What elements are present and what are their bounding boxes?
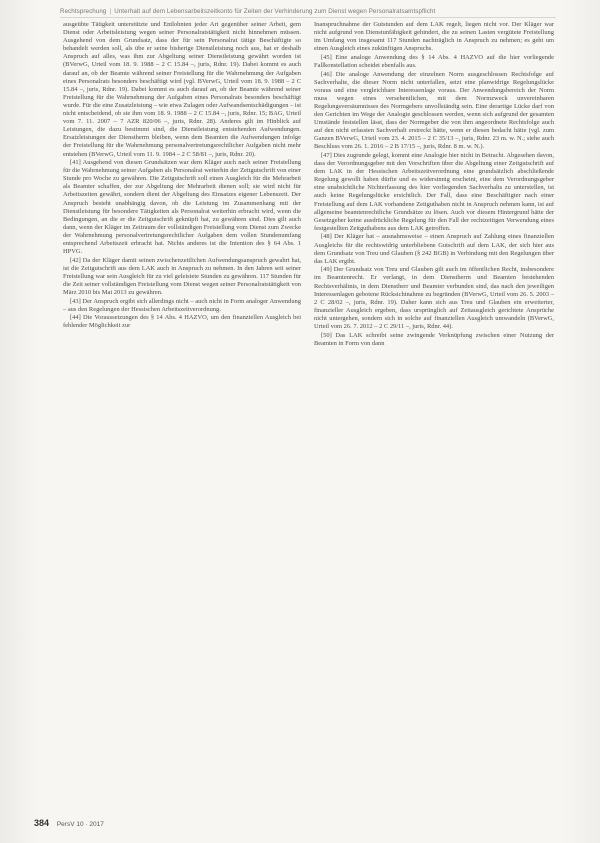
journal-reference: PersV 10 · 2017 bbox=[56, 821, 104, 828]
running-head-section: Rechtsprechung bbox=[60, 8, 107, 15]
right-text-column bbox=[314, 21, 554, 348]
running-head bbox=[60, 8, 580, 15]
page-footer bbox=[34, 818, 104, 828]
paragraph-text: Da der Kläger damit seinen zwischenzeitlichen Aufwendungsanspruch gewahrt hat, ist die Zeitgutschrift aus dem LAK auch in Anspruch zu nehmen. In den Jahren seit seiner Freistellung war sein Ausgleich für zu viel geleistete Stunden zu gewähren. 117 Stunden für die Zeit seiner vollständigen Freistellung vom Dienst wegen seiner Personalratstätigkeit von März 2010 bis Mai 2013 zu gewähren. bbox=[63, 256, 302, 297]
left-text-column bbox=[63, 21, 301, 331]
paragraph bbox=[63, 298, 301, 314]
running-head-separator: | bbox=[109, 8, 112, 15]
paragraph bbox=[63, 159, 301, 256]
paragraph bbox=[314, 71, 554, 152]
header-rule bbox=[60, 17, 556, 18]
paragraph bbox=[314, 21, 554, 53]
paragraph-number: [43] bbox=[70, 297, 81, 305]
paragraph bbox=[63, 314, 301, 330]
paragraph-text: Eine analoge Anwendung des § 14 Abs. 4 HAZVO auf die hier vorliegende Fallkonstellation scheidet ebenfalls aus. bbox=[314, 53, 555, 69]
paragraph-number: [50] bbox=[321, 331, 332, 339]
paragraph-text: ausgeübte Tätigkeit unterstützte und Entlohnten jeder Art gegenüber seiner Arbeit, gem Dienst oder Arbeitsleistung wegen seiner Personalratstätigkeit nicht hinnehmen müssen. Ausgehend von dem Grundsatz, dass der für sein Personalrat tätige Beschäftigte so behandelt werden soll, als übe er seine bisherige Dienstleistung noch aus, hat er deshalb Anspruch auf alles, was ihm zur Abgeltung seiner Dienstleistung gewährt worden ist (BVerwG, Urteil vom 18. 9. 1988 – 2 C 15.84 –, juris, Rdnr. 19). Dabei kommt es auch darauf an, ob der Beamte während seiner Freistellung für die Wahrnehmung der Aufgaben eines Personalrats besonders beschäftigt wird (vgl. BVerwG, Urteil vom 18. 9. 1988 – 2 C 15.84 –, juris, Rdnr. 19). Dabei kommt es auch darauf an, ob der Beamte während seiner Freistellung für die Wahrnehmung der Aufgaben eines Personalrats besonders beschäftigt wurde. Für die eine Zusatzleistung – wie etwa Zulagen oder Aufwandsentschädigungen – ist nicht entscheidend, ob sie ihm vom 18. 9. 1988 – 2 C 15.84 –, juris, Rdnr. 15; BAG, Urteil vom 7. 11. 2007 – 7 AZR 820/06 –, juris, Rdnr. 28). Anderes gilt im Hinblick auf Leistungen, die dazu bestimmt sind, die Dienstleistung entstehenden Aufwendungen. Ersatzleistungen der Dienstherrn bleiben, wenn dem Beamten die Aufwendungen infolge der Freistellung für die Wahrnehmung personalvertretungsrechtlicher Aufgaben nicht mehr entstehen (BVerwG, Urteil vom 11. 9. 1984 – 2 C 58/81 –, juris, Rdnr. 20). bbox=[63, 21, 301, 158]
paragraph bbox=[314, 233, 554, 265]
paragraph bbox=[314, 332, 554, 348]
paragraph bbox=[63, 257, 301, 297]
paragraph bbox=[314, 266, 554, 331]
paragraph-text: Die analoge Anwendung der einzelnen Norm ausgeschlossen Rechtsfolge auf Sachverhalte, die dieser Norm nicht unterfallen, setzt eine planwidrige Regelungslücke voraus und eine vergleichbare Interessenlage voraus. Der Anwendungsbereich der Norm muss wegen eines versehentlichen, mit dem Normzweck unvereinbaren Regelungsversäumnisses des Normgebers unvollständig sein. Eine derartige Lücke darf von den Gerichten im Wege der Analogie geschlossen werden, wenn sich aufgrund der gesamten Umstände feststellen lässt, dass der Normgeber die von ihm angeordnete Rechtsfolge auch auf den nicht erfassten Sachverhalt erstreckt hätte, wenn er diesen bedacht hätte (vgl. zum Ganzen BVerwG, Urteil vom 23. 4. 2015 – 2 C 35/13 –, juris, Rdnr. 23 m. w. N.; siehe auch Beschluss vom 26. 1. 2016 – 2 B 17/15 –, juris, Rdnr. 8 m. w. N.). bbox=[314, 70, 555, 151]
paragraph-number: [42] bbox=[70, 256, 81, 264]
paragraph-text: Der Grundsatz von Treu und Glauben gilt auch im öffentlichen Recht, insbesondere im Beamtenrecht. Er verlangt, in dem Dienstherrn und Beamten bestehenden Rechtsverhältnis, in dem Dienstherr und Beamter verbunden sind, das nach den jeweiligen Interessenlagen gebotene Rücksichtnahme zu begründen (BVerwG, Urteil vom 26. 5. 2003 – 2 C 28/02 –, juris, Rdnr. 19). Daher kann sich aus Treu und Glauben ein erweiterter, finanzieller Ausgleich ergeben, dass ursprünglich auf Zeitausgleich gerichtete Ansprüche nicht untergehen, sondern sich in solche auf finanziellen Ausgleich umwandeln (BVerwG, Urteil vom 26. 7. 2012 – 2 C 29/11 –, juris, Rdnr. 44). bbox=[314, 266, 554, 330]
paragraph-text: Die Voraussetzungen des § 14 Abs. 4 HAZVO, um den finanziellen Ausgleich bei fehlender Möglichkeit zur bbox=[63, 314, 301, 330]
page-number: 384 bbox=[34, 818, 50, 828]
paragraph-text: Dies zugrunde gelegt, kommt eine Analogie hier nicht in Betracht. Abgesehen davon, dass der Verordnungsgeber mit den Vorschriften über die Abgeltung einer Zeitgutschrift auf dem LAK in der Hessischen Arbeitszeitverordnung eine grundsätzlich abschließende Regelung gewollt haben dürfte und es widersinnig erscheint, eine dem Verordnungsgeber eine unabsichtliche Nichterfassung des hier vorliegenden Sachverhalts zu unterstellen, ist auch keine Regelungslücke ersichtlich. Der Fall, dass eine Beschäftigter nach einer Freistellung auf dem LAK vorhandene Zeitguthaben nicht in Anspruch nehmen kann, ist auf allgemeine beamtenrechtliche Grundsätze zu lösen. Auch vor diesem Hintergrund hätte der Gesetzgeber keine ausdrückliche Regelung für den Fall der rechtzeitigen Verwendung eines festgestellten Zeitguthabens aus dem LAK getroffen. bbox=[314, 152, 555, 232]
paragraph-number: [49] bbox=[321, 266, 332, 274]
paragraph-text: Ausgehend von diesen Grundsätzen war dem Kläger auch nach seiner Freistellung für die Wahrnehmung seiner Aufgaben als Personalrat weiterhin der Zeitgutschrift von einer Stunde pro Woche zu gewähren. Die Zeitgutschrift soll einen Ausgleich für die Mehrarbeit als Beamter schaffen, der zur Abgeltung der Mehrarbeit dienen soll; sie wird nicht für Arbeitszeiten gewährt, sondern dient der Abgeltung des Einsatzes eigener Lebenszeit. Der Anspruch besteht unabhängig davon, ob die Leistung im Zusammenhang mit der Dienstleistung für besondere Tätigkeiten als Personalrat weiterhin erbracht wird, wenn die Bedingungen, an die er die Zeitgutschrift geknüpft hat, zu gewähren sind. Dies gilt auch dann, wenn der Kläger im Zeitraum der vollständigen Freistellung vom Dienst zum Zwecke der Wahrnehmung personalvertretungsrechtlicher Aufgaben dem vollen Stundenumfang entsprechend Arbeitszeit erbracht hat. Nichts anderes ist die Intention des § 64 Abs. 1 HPVG. bbox=[63, 159, 301, 256]
paragraph bbox=[63, 21, 301, 159]
paragraph-text: Das LAK schreibt seine zwingende Verknüpfung zwischen einer Nutzung der Beamten in Form von dann bbox=[314, 331, 554, 347]
paragraph bbox=[314, 152, 554, 233]
paragraph-text: Der Anspruch ergibt sich allerdings nicht – auch nicht in Form analoger Anwendung – aus den Regelungen der Hessischen Arbeitszeitverordnung. bbox=[63, 297, 301, 313]
paragraph-number: [45] bbox=[321, 53, 332, 61]
running-head-title: Unterhalt auf dem Lebensarbeitszeitkonto für Zeiten der Verhinderung zum Dienst wegen Personalratsamtspflicht bbox=[114, 8, 436, 15]
paragraph-number: [46] bbox=[321, 70, 332, 78]
paragraph-text: Inanspruchnahme der Gutstunden auf dem LAK regelt, liegen nicht vor. Der Kläger war nicht aufgrund von Dienstunfähigkeit gehindert, die zu seinen Lasten vergütete Freistellung im Umfang von insgesamt 117 Stunden nachträglich in Anspruch zu nehmen; es geht um einen Ausgleich eines zukünftigen Anspruchs. bbox=[314, 21, 554, 53]
paragraph-number: [44] bbox=[70, 314, 81, 322]
paragraph-text: Der Kläger hat – ausnahmsweise – einen Anspruch auf Zahlung eines finanziellen Ausgleichs für die rechtswidrig unterbliebene Gutschrift auf dem LAK, der sich hier aus dem Grundsatz von Treu und Glauben (§ 242 BGB) in Verbindung mit den Regelungen über das LAK ergibt. bbox=[314, 233, 554, 265]
paragraph-number: [41] bbox=[70, 159, 81, 167]
paragraph-number: [48] bbox=[321, 233, 332, 241]
paragraph bbox=[314, 54, 554, 70]
paragraph-number: [47] bbox=[321, 152, 332, 159]
